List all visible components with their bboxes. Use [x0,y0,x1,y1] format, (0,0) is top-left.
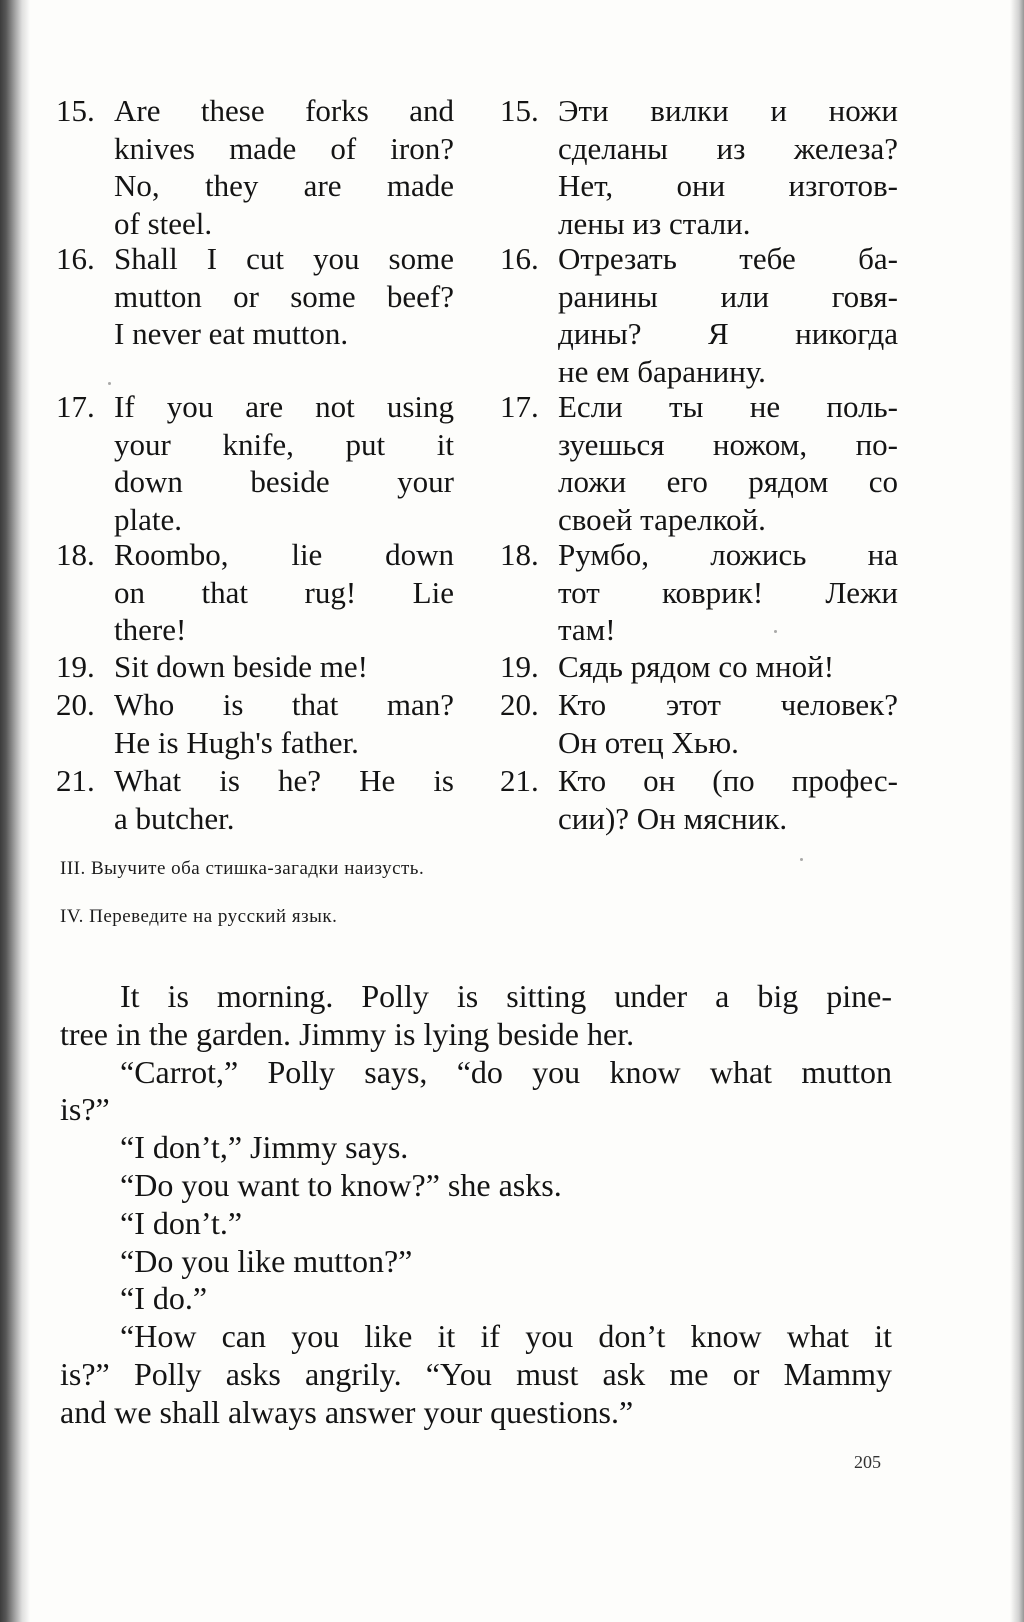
bilingual-exercise-columns [56,92,896,872]
text-line: сделаны из железа? [558,130,898,166]
exercise-item-russian [500,240,900,390]
exercise-item-russian [500,648,900,686]
exercise-number: 15. [500,93,539,128]
english-sentence [114,92,454,242]
exercise-item-russian [500,388,900,538]
exercise-number: 20. [56,687,95,722]
text-line: Who is that man? [114,687,454,722]
exercise-number: 16. [500,241,539,276]
russian-sentence [558,240,898,390]
passage-line: “Do you like mutton?” [120,1242,413,1279]
text-line: Румбо, ложись на [558,537,898,572]
instruction-iv: IV. Переведите на русский язык. [60,906,338,927]
text-line: He is Hugh's father. [114,724,359,760]
text-line: Если ты не поль- [558,389,898,424]
text-line: там! [558,612,616,648]
text-line: не ем баранину. [558,353,766,389]
text-line: No, they are made [114,168,454,204]
passage-line: “I don’t.” [120,1204,243,1241]
text-line: Кто он (по профес- [558,763,898,798]
text-line: on that rug! Lie [114,574,454,610]
text-line: down beside your [114,464,454,500]
russian-sentence [558,648,898,686]
text-line: Are these forks and [114,93,454,128]
text-line: лены из стали. [558,205,751,241]
scan-speck [108,382,111,385]
english-sentence [114,648,454,686]
passage-line: “How can you like it if you don’t know what it [120,1318,892,1355]
text-line: of steel. [114,205,213,241]
exercise-number: 20. [500,687,539,722]
passage-line: “I don’t,” Jimmy says. [120,1129,409,1166]
exercise-number: 16. [56,241,95,276]
text-line: своей тарелкой. [558,501,766,537]
passage-line: is?” Polly asks angrily. “You must ask me or Mammy [60,1355,892,1392]
passage-line: “Carrot,” Polly says, “do you know what mutton [120,1053,892,1090]
text-line: ранины или говя- [558,278,898,314]
exercise-number: 15. [56,93,95,128]
text-line: Roombo, lie down [114,537,454,572]
russian-sentence [558,92,898,242]
passage-line: is?” [60,1091,110,1128]
text-line: дины? Я никогда [558,316,898,352]
text-line: I never eat mutton. [114,316,349,352]
text-line: Сядь рядом со мной! [558,649,835,684]
text-line: there! [114,612,187,648]
russian-sentence [558,686,898,761]
exercise-item-english [56,686,456,761]
scan-speck [800,858,803,861]
passage-line: “Do you want to know?” she asks. [120,1166,562,1203]
text-line: What is he? He is [114,763,454,798]
english-sentence [114,388,454,538]
text-line: зуешься ножом, по- [558,426,898,462]
exercise-number: 19. [500,649,539,684]
passage-line: It is morning. Polly is sitting under a big pine- [120,978,892,1014]
exercise-item-english [56,536,456,649]
text-line: knives made of iron? [114,130,454,166]
text-line: Эти вилки и ножи [558,93,898,128]
exercise-item-russian [500,536,900,649]
exercise-number: 17. [500,389,539,424]
exercise-item-english [56,762,456,837]
russian-sentence [558,762,898,837]
text-line: a butcher. [114,800,235,836]
passage-line: tree in the garden. Jimmy is lying beside her. [60,1015,635,1052]
text-line: Кто этот человек? [558,687,898,722]
exercise-number: 18. [500,537,539,572]
russian-sentence [558,536,898,649]
text-line: plate. [114,501,182,537]
exercise-number: 17. [56,389,95,424]
text-line: your knife, put it [114,426,454,462]
russian-sentence [558,388,898,538]
text-line: Нет, они изготов- [558,168,898,204]
exercise-number: 21. [56,763,95,798]
text-line: mutton or some beef? [114,278,454,314]
english-sentence [114,536,454,649]
english-sentence [114,762,454,837]
exercise-number: 21. [500,763,539,798]
exercise-item-english [56,648,456,686]
passage-line: “I do.” [120,1280,208,1317]
page-number: 205 [854,1452,881,1472]
exercise-item-russian [500,92,900,242]
text-line: Shall I cut you some [114,241,454,276]
page-edge-shadow-left [0,0,30,1622]
text-line: If you are not using [114,389,454,424]
text-line: Он отец Хью. [558,724,739,760]
page-edge-shadow-right [1010,0,1024,1622]
text-line: тот коврик! Лежи [558,574,898,610]
passage-line: and we shall always answer your questions.” [60,1393,634,1430]
exercise-item-english [56,92,456,242]
english-sentence [114,240,454,353]
text-line: ложи его рядом со [558,464,898,500]
instruction-iii: III. Выучите оба стишка-загадки наизусть. [60,858,425,879]
scan-speck [774,630,777,633]
exercise-item-russian [500,686,900,761]
english-sentence [114,686,454,761]
exercise-item-english [56,240,456,353]
text-line: Sit down beside me! [114,649,368,684]
exercise-item-russian [500,762,900,837]
exercise-number: 18. [56,537,95,572]
exercise-item-english [56,388,456,538]
reading-passage [60,978,892,1432]
text-line: Отрезать тебе ба- [558,241,898,276]
exercise-number: 19. [56,649,95,684]
text-line: сии)? Он мясник. [558,800,788,836]
